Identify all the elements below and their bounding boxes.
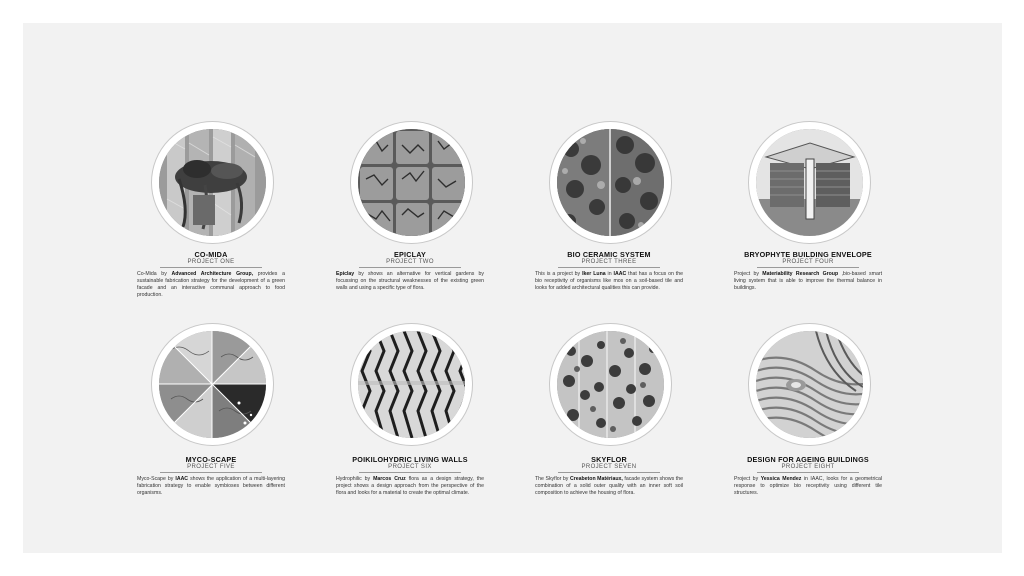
project-image-skyflor xyxy=(557,331,664,438)
project-description: Epiclay by shows an alternative for vertical gardens by focussing on the structural weaknesses of the existing green walls and using a specific type of flora. xyxy=(336,271,484,291)
project-image-bio-ceramic-system xyxy=(557,129,664,236)
divider xyxy=(359,267,461,268)
project-image-frame xyxy=(748,121,871,244)
project-title: CO-MIDA xyxy=(194,250,228,259)
project-description: Hydrophilic by Marcos Cruz flora as a design strategy, the project shows a design approach from the perspective of the flora and looks for a material to create the optimal climate. xyxy=(336,476,485,496)
project-title: DESIGN FOR AGEING BUILDINGS xyxy=(747,455,869,464)
project-image-co-mida xyxy=(159,129,266,236)
project-title: BIO CERAMIC SYSTEM xyxy=(567,250,651,259)
project-description: The Skyflor by Creabeton Matériaux, facade system shows the combination of a solid outer quality with an inner soft soil composition to achieve the housing of flora. xyxy=(535,476,683,496)
divider xyxy=(558,472,660,473)
project-image-epiclay xyxy=(358,129,465,236)
project-image-poikilohydric-living-walls xyxy=(358,331,465,438)
project-number: PROJECT SEVEN xyxy=(581,464,637,470)
divider xyxy=(757,267,859,268)
project-image-frame xyxy=(151,323,274,446)
divider xyxy=(558,267,660,268)
project-number: PROJECT SIX xyxy=(388,464,432,470)
project-image-frame xyxy=(549,121,672,244)
project-description: This is a project by Iker Luna in IAAC that has a focus on the bio receptivity of organisms like mos on a soil-based tile and looks for added architectural qualities this can provide. xyxy=(535,271,683,291)
project-image-frame xyxy=(151,121,274,244)
project-description: Project by Materiability Research Group ,bio-based smart living system that is able to improve the thermal balance in buildings. xyxy=(734,271,883,291)
project-image-bryophyte-building-envelope xyxy=(756,129,863,236)
project-title: POIKILOHYDRIC LIVING WALLS xyxy=(352,455,468,464)
project-number: PROJECT FOUR xyxy=(782,259,834,265)
divider xyxy=(160,267,262,268)
project-number: PROJECT EIGHT xyxy=(781,464,835,470)
project-image-design-for-ageing-buildings xyxy=(756,331,863,438)
project-title: SKYFLOR xyxy=(591,455,627,464)
project-description: Project by Yessica Mendez in IAAC, looks for a geometrical response to optimize bio receptivity using different tile structures. xyxy=(734,476,882,496)
project-title: EPICLAY xyxy=(394,250,426,259)
project-image-frame xyxy=(748,323,871,446)
project-number: PROJECT TWO xyxy=(386,259,434,265)
project-image-frame xyxy=(549,323,672,446)
project-description: Co-Mida by Advanced Architecture Group, provides a sustainable fabrication strategy for the development of a green facade and an interactive communal approach to food production. xyxy=(137,271,285,298)
project-number: PROJECT THREE xyxy=(581,259,637,265)
presentation-board xyxy=(23,23,1002,553)
divider xyxy=(160,472,262,473)
project-image-myco-scape xyxy=(159,331,266,438)
divider xyxy=(359,472,461,473)
project-image-frame xyxy=(350,121,473,244)
project-title: MYCO-SCAPE xyxy=(185,455,237,464)
project-image-frame xyxy=(350,323,473,446)
project-number: PROJECT FIVE xyxy=(187,464,235,470)
project-description: Myco-Scape by IAAC shows the application of a multi-layering fabrication strategy to enable symbioses between different organisms. xyxy=(137,476,285,496)
divider xyxy=(757,472,859,473)
project-number: PROJECT ONE xyxy=(187,259,235,265)
project-title: BRYOPHYTE BUILDING ENVELOPE xyxy=(744,250,872,259)
